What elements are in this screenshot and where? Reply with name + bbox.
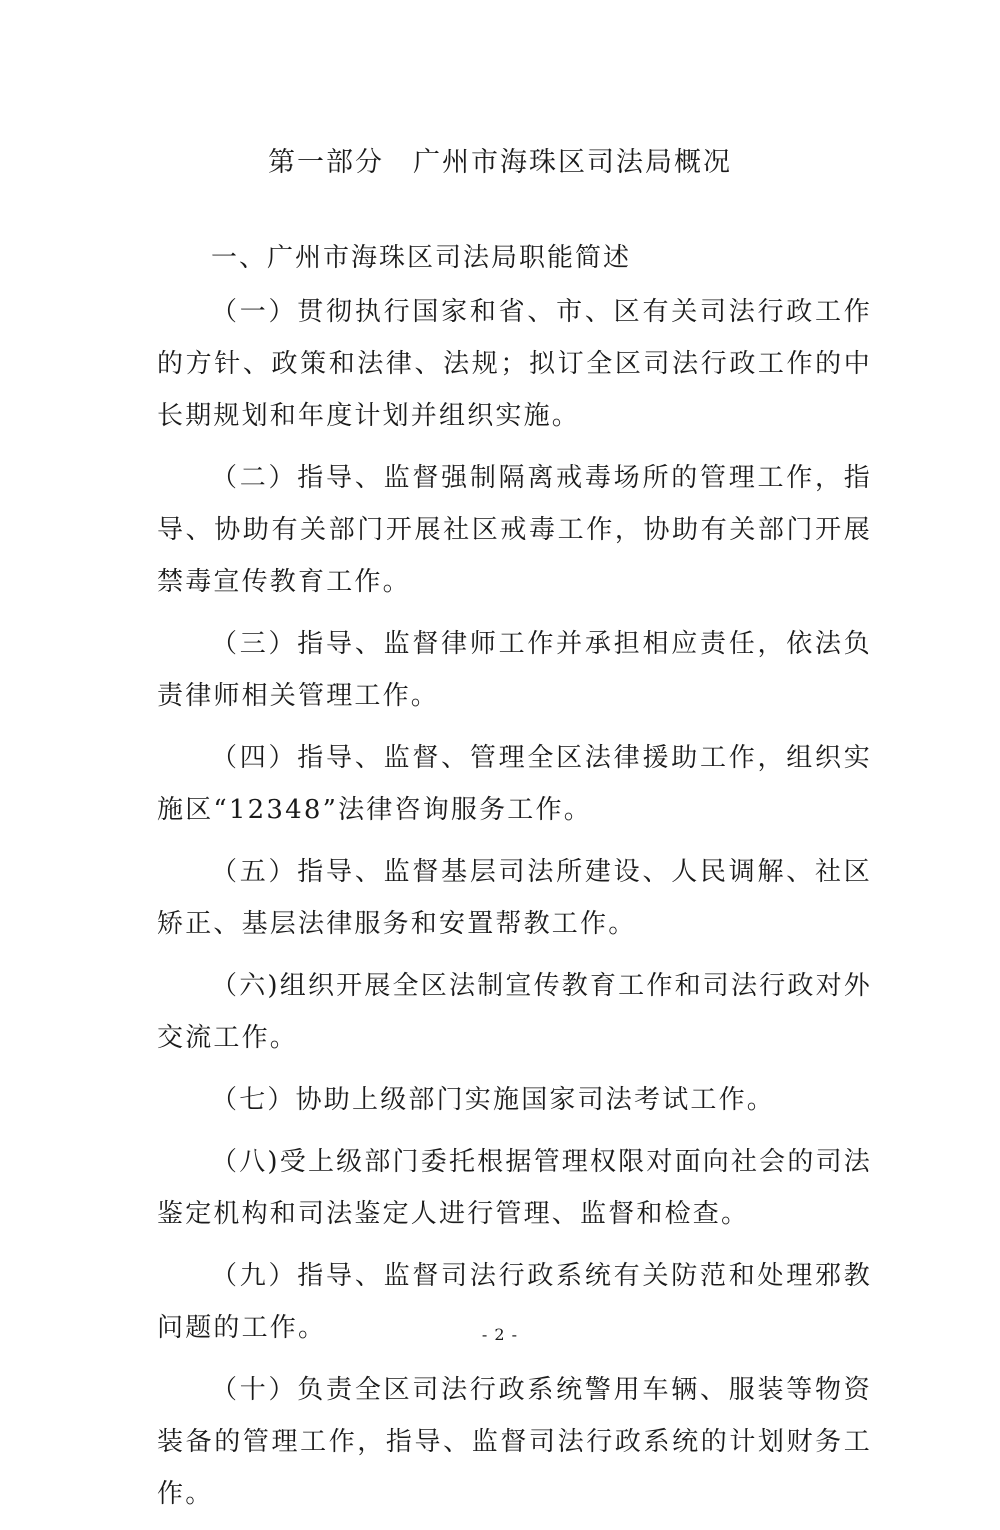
paragraph-1: （一）贯彻执行国家和省、市、区有关司法行政工作的方针、政策和法律、法规；拟订全区司法行政工作的中长期规划和年度计划并组织实施。: [157, 297, 872, 431]
paragraph-10: （十）负责全区司法行政系统警用车辆、服装等物资装备的管理工作，指导、监督司法行政系统的计划财务工作。: [157, 1375, 872, 1509]
paragraph-5: （五）指导、监督基层司法所建设、人民调解、社区矫正、基层法律服务和安置帮教工作。: [157, 857, 872, 939]
paragraph-8: （八)受上级部门委托根据管理权限对面向社会的司法鉴定机构和司法鉴定人进行管理、监督和检查。: [157, 1147, 872, 1229]
paragraph-4: （四）指导、监督、管理全区法律援助工作，组织实施区“12348”法律咨询服务工作。: [157, 743, 872, 825]
page-title: 第一部分 广州市海珠区司法局概况: [268, 147, 732, 178]
page-number: - 2 -: [481, 1325, 519, 1344]
paragraph-3: （三）指导、监督律师工作并承担相应责任，依法负责律师相关管理工作。: [157, 629, 872, 711]
paragraph-6: （六)组织开展全区法制宣传教育工作和司法行政对外交流工作。: [157, 971, 872, 1053]
section-heading: 一、广州市海珠区司法局职能简述: [211, 243, 632, 273]
paragraph-9: （九）指导、监督司法行政系统有关防范和处理邪教问题的工作。: [157, 1261, 872, 1343]
paragraph-2: （二）指导、监督强制隔离戒毒场所的管理工作，指导、协助有关部门开展社区戒毒工作，协助有关部门开展禁毒宣传教育工作。: [157, 463, 872, 597]
paragraph-7: （七）协助上级部门实施国家司法考试工作。: [211, 1085, 776, 1115]
